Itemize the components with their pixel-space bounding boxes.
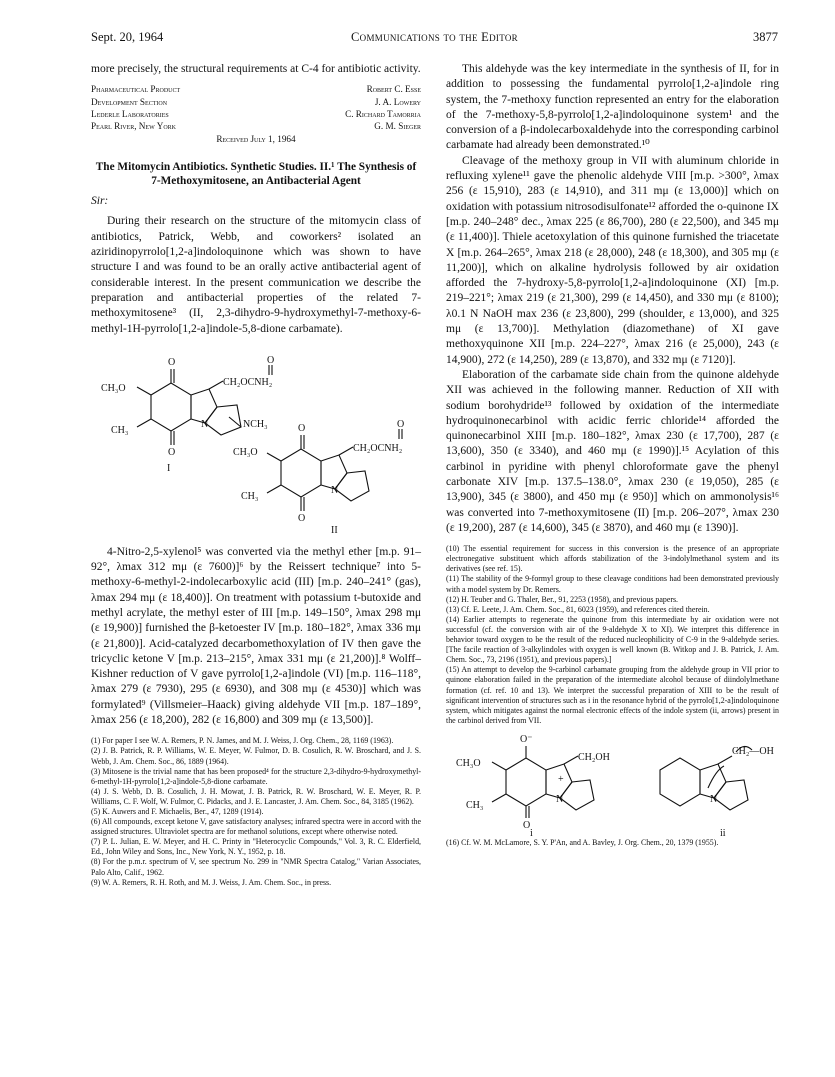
chemical-structures-diagram xyxy=(91,343,421,541)
left-column xyxy=(91,62,421,888)
carbinol-label: CH₂OH xyxy=(578,751,610,763)
carbonyl-o-label: O xyxy=(168,356,176,368)
footnote: (15) An attempt to develop the 9-carbinol carbamate grouping from the aldehyde group in VII prior to quinone elaboration failed in the preparation of the intermediate alcohol because of diindolylmethane formation (cf. ref. 10 and 13). We interpret the successful preparation of XIII to be the result of significant intervention of structures such as i in the resonance hybrid of the pyrrolo[1,2-a]indoloquinone system, which mitigates against the normal electronic effects of the indole system (ii, arrows) present in the carbinol derived from VII. xyxy=(446,665,779,725)
affiliation-author: C. Richard Tamorria xyxy=(345,108,421,119)
nmethyl-label: NCH₃ xyxy=(243,418,268,430)
methoxy-label: CH₃O xyxy=(233,446,258,458)
footnote: (8) For the p.m.r. spectrum of V, see spectrum No. 299 in "NMR Spectra Catalog," Varian Associates, Palo Alto, Calif., 1962. xyxy=(91,857,421,877)
pyrrolidine-ring-i xyxy=(560,780,594,810)
compound-I-label: I xyxy=(167,462,171,474)
pyrrole-ring-ii xyxy=(700,764,726,798)
footnote: (3) Mitosene is the trivial name that has been proposed⁴ for the structure 2,3-dihydro-9-hydroxymethyl-6-methyl-1H-pyrrolo[1,2-a]indole-5,8-dione carbamate. xyxy=(91,766,421,786)
methyl-label: CH₃ xyxy=(111,424,129,436)
structure-ii-label: ii xyxy=(720,827,726,838)
pyrrolidine-ring-II xyxy=(335,471,369,501)
carbamate-label: CH₂OCNH₂ xyxy=(353,442,403,454)
carbonyl-o-label: O xyxy=(168,446,176,458)
page-header xyxy=(91,30,778,48)
methyl-label: CH₃ xyxy=(241,490,259,502)
structures-I-II xyxy=(91,343,421,541)
carbinol-label: CH₂—OH xyxy=(732,745,774,757)
methoxy-label: CH₃O xyxy=(456,757,481,769)
pyrrolidine-ring-ii xyxy=(714,780,748,810)
resonance-structures-diagram xyxy=(446,730,779,838)
affiliation-row xyxy=(91,120,421,132)
nitrogen-label: N xyxy=(710,793,718,805)
affiliation-row xyxy=(91,83,421,95)
quinone-ring-II xyxy=(281,449,321,497)
article-title: The Mitomycin Antibiotics. Synthetic Studies. II.¹ The Synthesis of 7-Methoxymitosene, an Antibacterial Agent xyxy=(95,161,417,187)
footnote: (10) The essential requirement for success in this conversion is the presence of an appropriate electronegative substituent which affords stabilization of the 3-indolylmethanol system and its derivatives (see ref. 15). xyxy=(446,544,779,574)
positive-charge-label: + xyxy=(558,773,564,785)
electron-arrow xyxy=(708,766,724,788)
footnotes-right xyxy=(446,544,779,726)
methyl-label: CH₃ xyxy=(466,799,484,811)
carbamate-o-label: O xyxy=(267,354,275,366)
header-page-number: 3877 xyxy=(753,30,778,44)
carbonyl-o-label: O xyxy=(523,819,531,831)
header-section: Communications to the Editor xyxy=(351,30,518,44)
affiliation-author: J. A. Lowery xyxy=(374,96,421,107)
structures-i-ii xyxy=(446,730,779,838)
right-column xyxy=(446,62,779,848)
nitrogen-label: N xyxy=(556,793,564,805)
received-date: Received July 1, 1964 xyxy=(216,134,296,145)
footnote: (2) J. B. Patrick, R. P. Williams, W. E. Meyer, W. Fulmor, D. B. Cosulich, R. W. Broschard, and J. S. Webb, J. Am. Chem. Soc., 86, 1889 (1964). xyxy=(91,746,421,766)
affiliation-author: G. M. Sieger xyxy=(374,120,421,131)
carbamate-label: CH₂OCNH₂ xyxy=(223,376,273,388)
oxide-label: O⁻ xyxy=(520,733,533,745)
pyrrole-ring-II xyxy=(321,455,347,489)
pyrrole-ring-I xyxy=(191,389,217,423)
nitrogen-label: N xyxy=(201,418,209,430)
header-date: Sept. 20, 1964 xyxy=(91,30,164,44)
quinone-ring-I xyxy=(151,383,191,431)
affiliation-institution: Development Section xyxy=(91,96,168,107)
affiliation-institution: Pharmaceutical Product xyxy=(91,84,181,95)
nitrogen-label: N xyxy=(331,484,339,496)
footnotes-left xyxy=(91,736,421,887)
footnote: (5) K. Auwers and F. Michaelis, Ber., 47, 1289 (1914). xyxy=(91,807,264,817)
affiliation-row xyxy=(91,96,421,108)
body-paragraph: This aldehyde was the key intermediate in the synthesis of II, for in addition to possessing the fundamental pyrrolo[1,2-a]indole ring system, the 7-methoxy function represented an entry for the elaboration of the 7-methoxy-5,8-pyrrolo[1,2-a]indoloquinone system¹ and the conversion of a β-indolecarboxaldehyde into the corresponding carbinol carbamate had already been demonstrated.¹⁰ xyxy=(446,63,779,152)
pyrrolidine-ring-I xyxy=(205,405,241,435)
affiliation-block xyxy=(91,83,421,145)
compound-II-label: II xyxy=(331,524,338,536)
salutation: Sir: xyxy=(91,195,109,208)
body-paragraph: Cleavage of the methoxy group in VII with aluminum chloride in refluxing xylene¹¹ gave the phenolic aldehyde VIII [m.p. >300°, λmax 256 (ε 15,910), 283 (ε 14,910), and 311 mμ (ε 13,000)] which on oxidation with potassium nitrosodisulfonate¹² afforded the o-quinone IX [m.p. 240–248° dec., λmax 225 (ε 86,700), 280 (ε 22,500), and 345 mμ (ε 11,400)]. Thiele acetoxylation of this quinone furnished the triacetate X [m.p. 264–265°, λmax 218 (ε 28,000), 248 (ε 18,300), and 305 mμ (ε 11,200)], which on alkaline hydrolysis followed by air oxidation afforded the 7-hydroxy-5,8-pyrrolo[1,2-a]indoloquinone (XI) [m.p. 219–221°; λmax 219 (ε 21,300), 299 (ε 14,450), and 330 mμ (ε 8100); λ0.1 N NaOH max 236 (ε 23,800), 299 (shoulder, ε 13,000), and 325 mμ (ε 13,700)]. Methylation (diazomethane) of XI gave methoxyquinone XII [m.p. 224–227°, λmax 216 (ε 25,000), 243 (ε 14,900), 272 (ε 14,250), 289 (ε 13,870), and 332 mμ (ε 7120)]. xyxy=(446,154,779,366)
footnote: (14) Earlier attempts to regenerate the quinone from this intermediate by air oxidation were not successful (cf. the conversion with air of the 9-aldehyde X to XI). We interpret this difference in behavior toward oxygen to be the result of the reduced nucleophilicity of C-9 in the 9-aldehyde series. [The facile reaction of 3-alkylindoles with oxygen is well known (B. Witkop and J. B. Patrick, J. Am. Chem. Soc., 73, 2196 (1951), and previous papers).] xyxy=(446,614,779,665)
carbonyl-o-label: O xyxy=(298,512,306,524)
methoxy-label: CH₃O xyxy=(101,382,126,394)
footnote: (11) The stability of the 9-formyl group to these cleavage conditions had been demonstrated previously with a model system by Dr. Remers. xyxy=(446,574,779,594)
benzene-ring-ii xyxy=(660,758,700,806)
affiliation-institution: Pearl River, New York xyxy=(91,120,177,131)
footnote: (6) All compounds, except ketone V, gave satisfactory analyses; infrared spectra were in accord with the assigned structures. Ultraviolet spectra are for methanol solutions, except where otherwise noted. xyxy=(91,817,421,837)
footnote: (4) J. S. Webb, D. B. Cosulich, J. H. Mowat, J. B. Patrick, R. W. Broschard, W. E. Meyer, R. P. Williams, C. F. Wolf, W. Fulmor, C. Pidacks, and J. E. Lancaster, J. Am. Chem. Soc., 84, 3185 (1962). xyxy=(91,786,421,806)
footnote: (16) Cf. W. M. McLamore, S. Y. P'An, and A. Bavley, J. Org. Chem., 20, 1379 (1955). xyxy=(446,837,719,847)
footnote: (12) H. Teuber and G. Thaler, Ber., 91, 2253 (1958), and previous papers. xyxy=(446,594,678,604)
body-paragraph: During their research on the structure of the mitomycin class of antibiotics, Patrick, Webb, and coworkers² isolated an aziridinopyrrolo[1,2-a]indoloquinone which was shown to have structure I and was found to be an orally active antibacterial agent of considerable interest. In the present communication we describe the preparation and antibacterial properties of the related 7-methoxymitosene³ (II, 2,3-dihydro-9-hydroxymethyl-7-methoxy-6-methyl-1H-pyrrolo[1,2-a]indole-5,8-dione carbamate). xyxy=(91,215,421,335)
quinone-ring-i xyxy=(506,758,546,806)
intro-paragraph: more precisely, the structural requirements at C-4 for antibiotic activity. xyxy=(91,63,421,75)
affiliation-row xyxy=(91,108,421,120)
footnote: (1) For paper I see W. A. Remers, P. N. James, and M. J. Weiss, J. Org. Chem., 28, 1169 (1963). xyxy=(91,736,394,746)
footnote: (13) Cf. E. Leete, J. Am. Chem. Soc., 81, 6023 (1959), and references cited therein. xyxy=(446,604,710,614)
structure-i-label: i xyxy=(530,827,533,838)
body-paragraph: 4-Nitro-2,5-xylenol⁵ was converted via the methyl ether [m.p. 91–92°, λmax 312 mμ (ε 7600)]⁶ by the Reissert technique⁷ into 5-methoxy-6-methyl-2-indolecarboxylic acid (III) [m.p. 240–241° (gas), λmax 294 mμ (ε 18,400)]. On treatment with potassium t-butoxide and methyl acrylate, the methyl ester of III [m.p. 149–150°, λmax 298 mμ (ε 19,900)] furnished the β-ketoester IV [m.p. 180–182°, λmax 336 mμ (ε 21,800)]. Acid-catalyzed decarbomethoxylation of IV then gave the tricyclic ketone V [m.p. 213–215°, λmax 331 mμ (ε 21,200)].⁸ Wolff–Kishner reduction of V gave pyrrolo[1,2-a]indole (VI) [m.p. 116–118°, λmax 279 (ε 7930), 295 (ε 6930), and 308 mμ (ε 4530)] which was formylated⁹ (Villsmeier–Haack) giving aldehyde VII [m.p. 187–189°, λmax 256 (ε 18,200), 282 (ε 16,800) and 309 mμ (ε 13,500)]. xyxy=(91,545,421,727)
body-paragraph: Elaboration of the carbamate side chain from the quinone aldehyde XII was achieved in the following manner. Reduction of XII with sodium borohydride¹³ followed by oxidation of the intermediate hydroquinonecarbinol with acidic ferric chloride¹⁴ afforded the quinonecarbinol XIII [m.p. 180–182°, λmax 230 (ε 17,700), 287 (ε 13,600), 350 (ε 3340), and 460 mμ (ε 1990)].¹⁵ Acylation of this carbinol in pyridine with phenyl chloroformate gave the phenyl carbonate XIV [m.p. 137.5–138.0°, λmax 230 (ε 19,050), 285 (ε 13,900), 345 (ε 3800), and 450 mμ (ε 950)] which on ammonolysis¹⁶ was converted into 7-methoxymitosene (II) [m.p. 206–207°, λmax 230 (ε 19,200), 287 (ε 14,600), 345 (ε 3870), and 460 mμ (ε 1390)]. xyxy=(446,368,779,534)
affiliation-institution: Lederle Laboratories xyxy=(91,108,169,119)
carbonyl-o-label: O xyxy=(298,422,306,434)
footnote: (9) W. A. Remers, R. H. Roth, and M. J. Weiss, J. Am. Chem. Soc., in press. xyxy=(91,877,332,887)
footnote: (7) P. L. Julian, E. W. Meyer, and H. C. Printy in "Heterocyclic Compounds," Vol. 3, R. C. Elderfield, Ed., John Wiley and Sons, Inc., New York, N. Y., 1952, p. 18. xyxy=(91,837,421,857)
affiliation-author: Robert C. Esse xyxy=(366,84,421,95)
footnote-16 xyxy=(446,838,779,848)
carbamate-o-label: O xyxy=(397,418,405,430)
